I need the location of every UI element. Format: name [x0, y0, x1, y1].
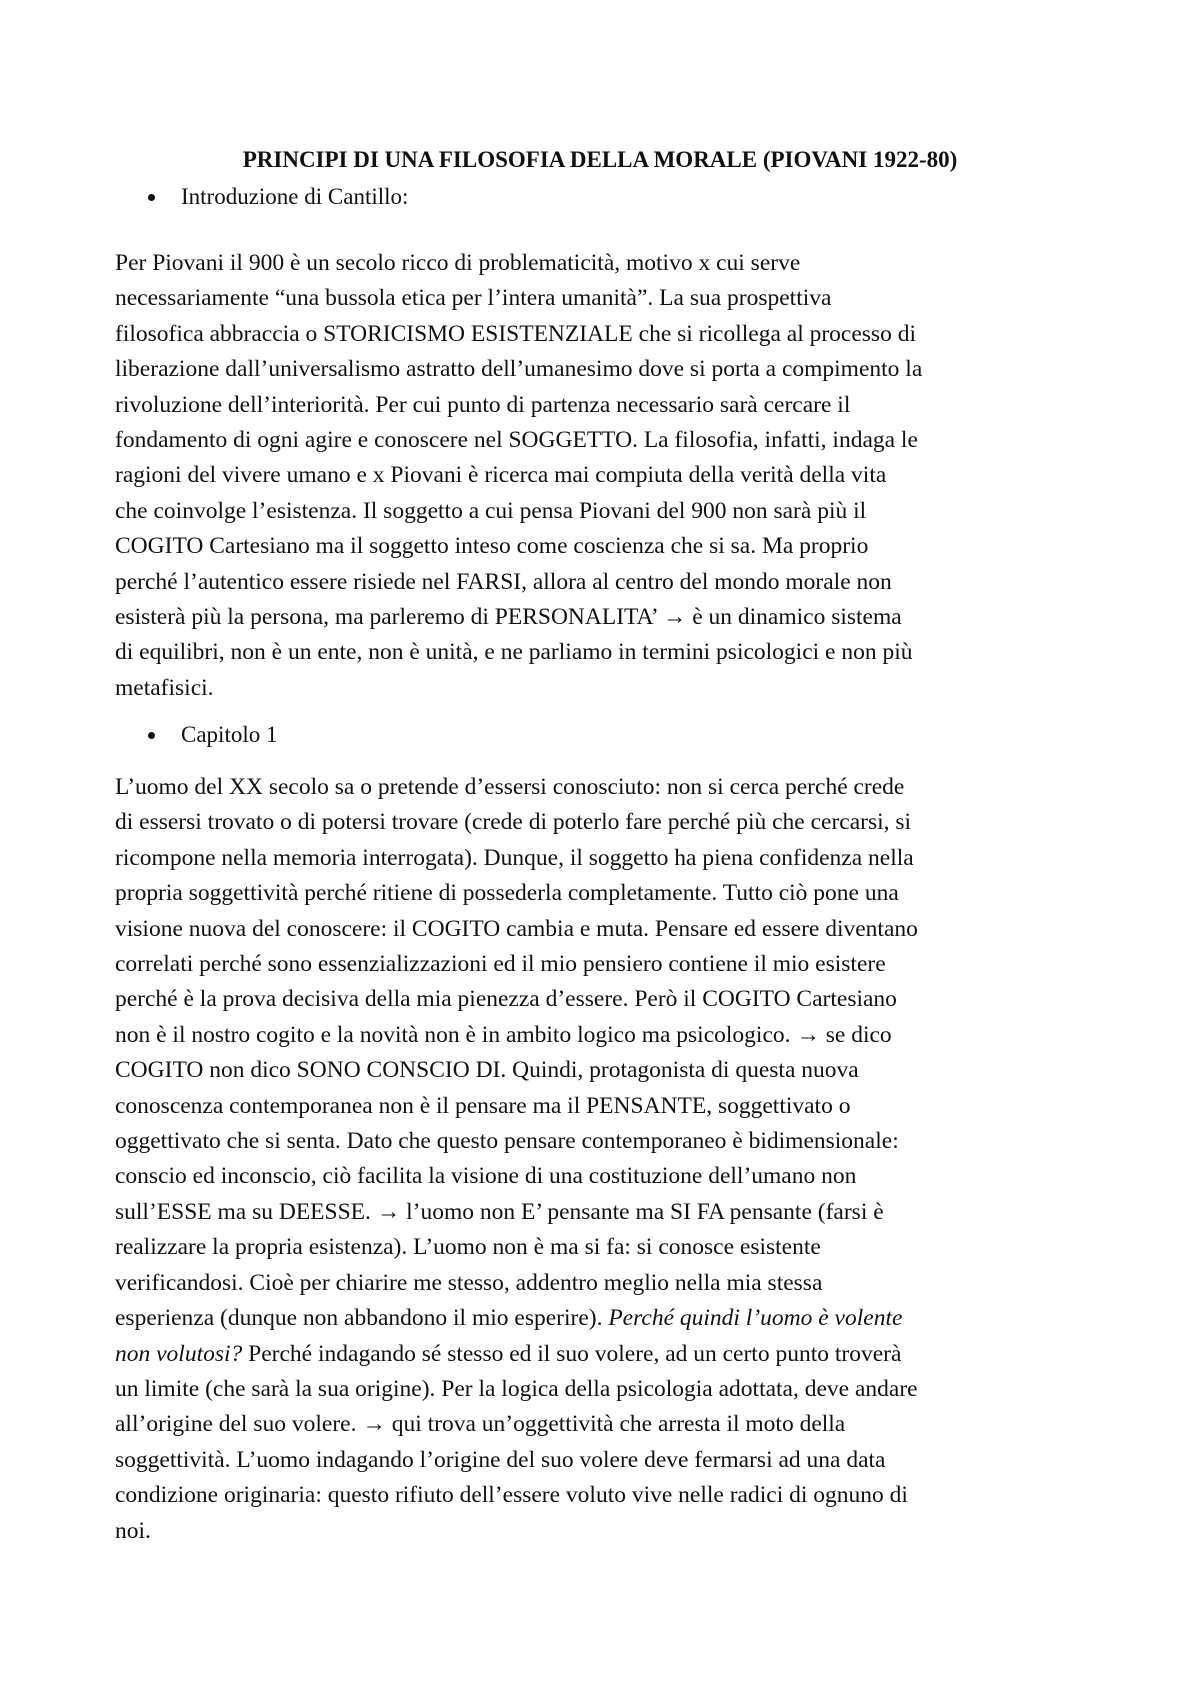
text-line: che coinvolge l’esistenza. Il soggetto a cui pensa Piovani del 900 non sarà più il	[115, 497, 867, 524]
text-line: soggettività. L’uomo indagando l’origine del suo volere deve fermarsi ad una data	[115, 1446, 886, 1473]
text-line: ragioni del vivere umano e x Piovani è ricerca mai compiuta della verità della vita	[115, 462, 887, 489]
text-line: condizione originaria: questo rifiuto dell’essere voluto vive nelle radici di ognuno di	[115, 1482, 908, 1509]
paragraph-chapter-1	[115, 770, 1105, 1549]
text-line: realizzare la propria esistenza). L’uomo non è ma si fa: si conosce esistente	[115, 1234, 821, 1261]
italic-text-run: Perché quindi l’uomo è volente	[608, 1305, 903, 1332]
text-line: correlati perché sono essenzializzazioni ed il mio pensiero contiene il mio esistere	[115, 951, 886, 978]
text-line: sull’ESSE ma su DEESSE. → l’uomo non E’ pensante ma SI FA pensante (farsi è	[115, 1198, 884, 1225]
text-line	[115, 1337, 1105, 1372]
text-line: all’origine del suo volere. → qui trova un’oggettività che arresta il moto della	[115, 1411, 846, 1438]
text-line: ricompone nella memoria interrogata). Dunque, il soggetto ha piena confidenza nella	[115, 844, 914, 871]
text-line: necessariamente “una bussola etica per l’intera umanità”. La sua prospettiva	[115, 285, 832, 312]
text-line: Per Piovani il 900 è un secolo ricco di problematicità, motivo x cui serve	[115, 250, 801, 276]
paragraph-introduction	[115, 246, 1105, 706]
text-line: COGITO non dico SONO CONSCIO DI. Quindi, protagonista di questa nuova	[115, 1057, 859, 1084]
bullet-label: Capitolo 1	[181, 722, 278, 747]
text-line: filosofica abbraccia o STORICISMO ESISTENZIALE che si ricollega al processo di	[115, 320, 916, 347]
text-line: L’uomo del XX secolo sa o pretende d’essersi conosciuto: non si cerca perché crede	[115, 774, 905, 800]
text-run: Perché indagando sé stesso ed il suo volere, ad un certo punto troverà	[242, 1340, 902, 1367]
text-line: propria soggettività perché ritiene di possederla completamente. Tutto ciò pone una	[115, 880, 899, 907]
text-line: un limite (che sarà la sua origine). Per la logica della psicologia adottata, deve andare	[115, 1375, 918, 1402]
text-line: perché è la prova decisiva della mia pienezza d’essere. Però il COGITO Cartesiano	[115, 986, 897, 1013]
text-line: verificandosi. Cioè per chiarire me stesso, addentro meglio nella mia stessa	[115, 1269, 823, 1296]
bullet-dot-icon	[148, 732, 155, 739]
text-line: esisterà più la persona, ma parleremo di PERSONALITA’ → è un dinamico sistema	[115, 604, 902, 631]
page-title: PRINCIPI DI UNA FILOSOFIA DELLA MORALE (PIOVANI 1922-80)	[242, 147, 958, 172]
bullet-label: Introduzione di Cantillo:	[181, 184, 409, 209]
bullet-dot-icon	[148, 194, 155, 201]
text-line: conoscenza contemporanea non è il pensare ma il PENSANTE, soggettivato o	[115, 1092, 851, 1119]
text-line: di essersi trovato o di potersi trovare (crede di poterlo fare perché più che cercarsi, si	[115, 809, 912, 836]
text-line: noi.	[115, 1517, 151, 1544]
text-line: non è il nostro cogito e la novità non è in ambito logico ma psicologico. → se dico	[115, 1021, 892, 1048]
text-line: rivoluzione dell’interiorità. Per cui punto di partenza necessario sarà cercare il	[115, 391, 851, 418]
text-line	[115, 1301, 1105, 1336]
italic-text-run: non volutosi?	[115, 1340, 243, 1367]
text-line: visione nuova del conoscere: il COGITO cambia e muta. Pensare ed essere diventano	[115, 915, 918, 942]
text-line: oggettivato che si senta. Dato che questo pensare contemporaneo è bidimensionale:	[115, 1128, 899, 1155]
text-line: perché l’autentico essere risiede nel FARSI, allora al centro del mondo morale non	[115, 568, 892, 595]
text-line: fondamento di ogni agire e conoscere nel SOGGETTO. La filosofia, infatti, indaga le	[115, 427, 918, 454]
text-run: esperienza (dunque non abbandono il mio esperire).	[115, 1305, 609, 1332]
text-line: COGITO Cartesiano ma il soggetto inteso come coscienza che si sa. Ma proprio	[115, 533, 869, 560]
text-line: di equilibri, non è un ente, non è unità, e ne parliamo in termini psicologici e non più	[115, 639, 913, 666]
bullet-introduction	[148, 182, 408, 212]
text-line: liberazione dall’universalismo astratto dell’umanesimo dove si porta a compimento la	[115, 356, 923, 383]
text-line: metafisici.	[115, 674, 214, 701]
bullet-chapter-1	[148, 720, 277, 750]
text-line: conscio ed inconscio, ciò facilita la visione di una costituzione dell’umano non	[115, 1163, 857, 1190]
